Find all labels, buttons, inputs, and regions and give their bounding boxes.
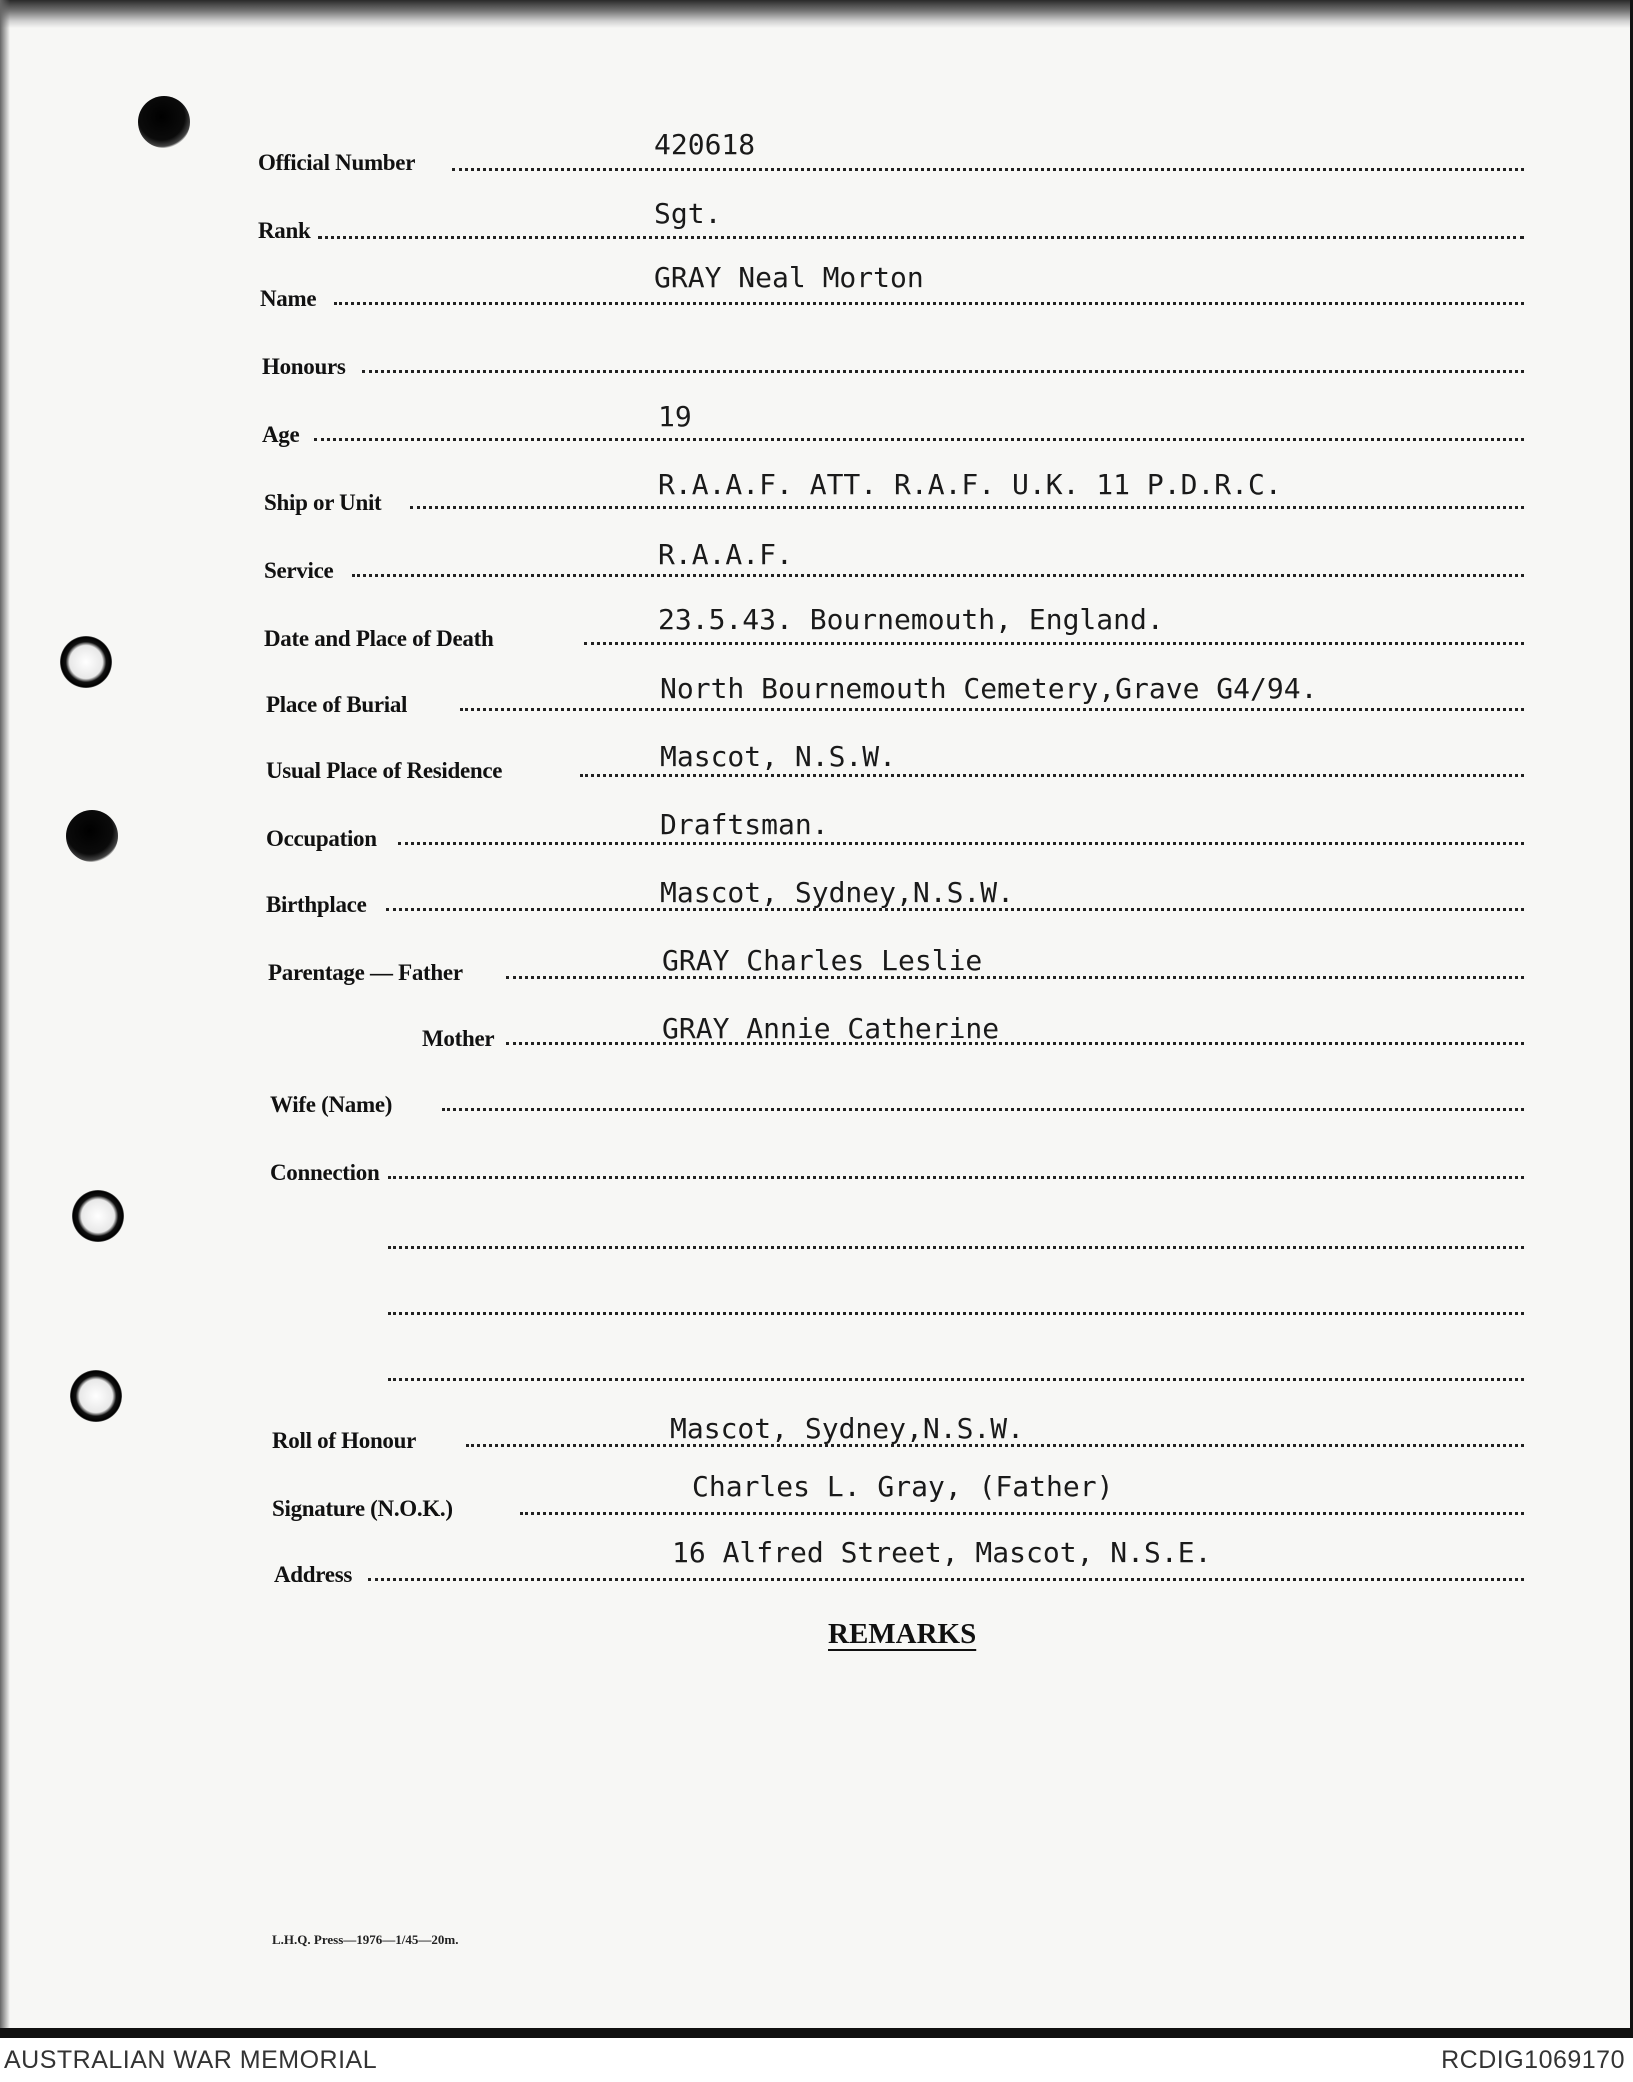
dotted-rule (520, 1512, 1524, 1515)
punch-hole (60, 636, 112, 688)
field-value-date-place-of-death: 23.5.43. Bournemouth, England. (658, 603, 1164, 636)
field-label-age: Age (262, 422, 300, 447)
field-value-mother: GRAY Annie Catherine (662, 1012, 1000, 1045)
field-label-mother: Mother (422, 1026, 495, 1051)
dotted-rule (410, 506, 1524, 509)
scan-left-edge (0, 0, 10, 2038)
field-label-usual-residence: Usual Place of Residence (266, 758, 503, 783)
field-label-connection: Connection (270, 1160, 380, 1185)
dotted-rule (314, 438, 1524, 441)
dotted-rule (352, 574, 1524, 577)
dotted-rule (398, 842, 1524, 845)
field-label-wife: Wife (Name) (270, 1092, 393, 1117)
field-value-official-number: 420618 (654, 128, 756, 161)
field-label-address: Address (274, 1562, 352, 1587)
field-label-service: Service (264, 558, 334, 583)
field-value-age: 19 (658, 400, 692, 433)
field-value-father: GRAY Charles Leslie (662, 944, 983, 977)
blank-rule (388, 1312, 1524, 1315)
dotted-rule (362, 370, 1524, 373)
field-label-birthplace: Birthplace (266, 892, 367, 917)
printer-imprint: L.H.Q. Press—1976—1/45—20m. (272, 1932, 459, 1947)
dotted-rule (442, 1108, 1524, 1111)
field-value-place-of-burial: North Bournemouth Cemetery,Grave G4/94. (660, 672, 1318, 705)
dotted-rule (388, 1176, 1524, 1179)
field-label-place-of-burial: Place of Burial (266, 692, 408, 717)
field-label-signature: Signature (N.O.K.) (272, 1496, 453, 1521)
punch-hole (138, 96, 190, 148)
field-label-name: Name (260, 286, 317, 311)
dotted-rule (318, 236, 1524, 239)
dotted-rule (506, 1042, 1524, 1045)
field-value-ship-or-unit: R.A.A.F. ATT. R.A.F. U.K. 11 P.D.R.C. (658, 468, 1282, 501)
blank-rule (388, 1378, 1524, 1381)
field-value-usual-residence: Mascot, N.S.W. (660, 740, 897, 773)
dotted-rule (452, 168, 1524, 171)
field-value-name: GRAY Neal Morton (654, 261, 924, 294)
dotted-rule (580, 774, 1524, 777)
field-value-address: 16 Alfred Street, Mascot, N.S.E. (672, 1536, 1212, 1569)
punch-hole (72, 1190, 124, 1242)
dotted-rule (506, 976, 1524, 979)
field-label-ship-or-unit: Ship or Unit (264, 490, 382, 515)
remarks-heading: REMARKS (828, 1618, 977, 1650)
dotted-rule (460, 708, 1524, 711)
field-value-occupation: Draftsman. (660, 808, 829, 841)
blank-rule (388, 1246, 1524, 1249)
field-value-birthplace: Mascot, Sydney,N.S.W. (660, 876, 1015, 909)
field-label-date-place-of-death: Date and Place of Death (264, 626, 494, 651)
field-label-roll-of-honour: Roll of Honour (272, 1428, 417, 1453)
field-label-rank: Rank (258, 218, 311, 243)
dotted-rule (334, 302, 1524, 305)
field-value-rank: Sgt. (654, 197, 722, 230)
scan-top-edge (0, 0, 1633, 28)
footer-record-id: RCDIG1069170 (1441, 2046, 1625, 2074)
field-label-occupation: Occupation (266, 826, 377, 851)
dotted-rule (368, 1578, 1524, 1581)
scan-bottom-edge (0, 2028, 1633, 2038)
field-value-signature: Charles L. Gray, (Father) (692, 1470, 1114, 1503)
field-label-honours: Honours (262, 354, 346, 379)
field-label-official-number: Official Number (258, 150, 416, 175)
field-value-service: R.A.A.F. (658, 538, 793, 571)
punch-hole (70, 1370, 122, 1422)
dotted-rule (584, 642, 1524, 645)
field-value-roll-of-honour: Mascot, Sydney,N.S.W. (670, 1412, 1025, 1445)
footer-source: AUSTRALIAN WAR MEMORIAL (4, 2046, 378, 2074)
punch-hole (66, 810, 118, 862)
field-label-father: Parentage — Father (268, 960, 463, 985)
